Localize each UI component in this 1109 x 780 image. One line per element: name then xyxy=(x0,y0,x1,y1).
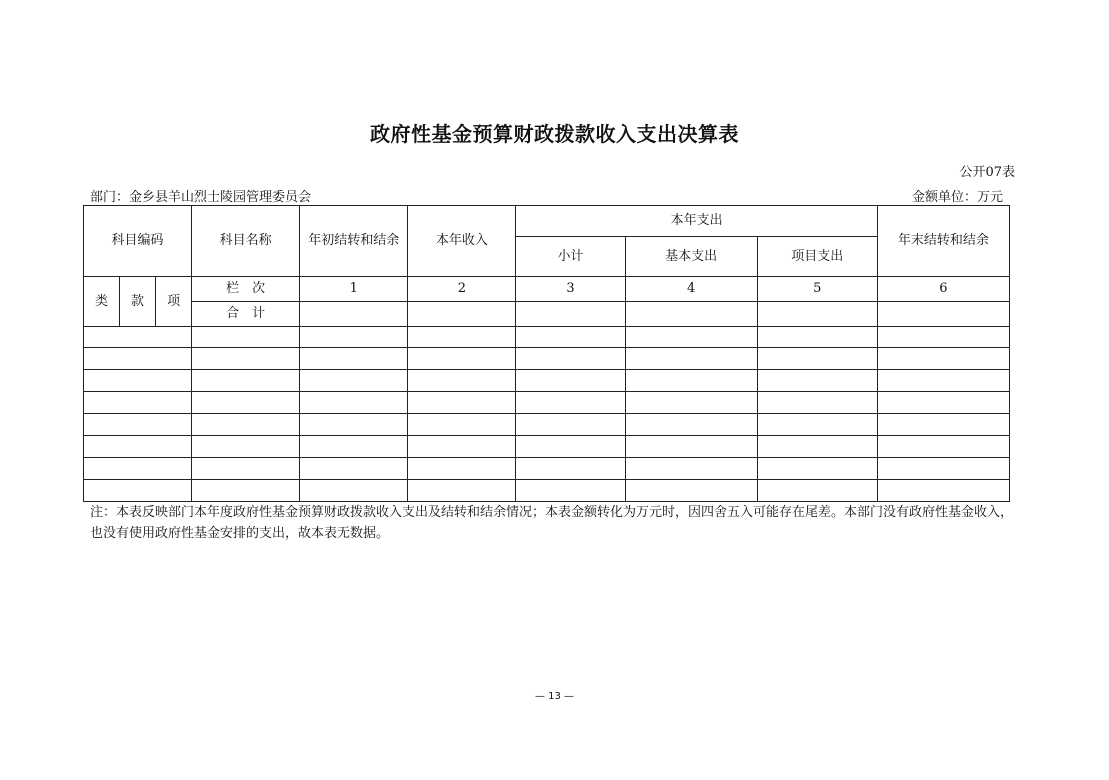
unit-label: 金额单位：万元 xyxy=(911,190,1003,205)
table-row xyxy=(84,480,1010,502)
table-cell xyxy=(877,414,1009,436)
table-cell xyxy=(192,480,300,502)
table-cell xyxy=(192,414,300,436)
table-cell xyxy=(625,458,757,480)
table-cell xyxy=(84,436,192,458)
column-index-row xyxy=(84,277,1010,302)
header-opening-balance: 年初结转和结余 xyxy=(300,206,408,277)
table-row xyxy=(84,348,1010,370)
table-cell xyxy=(757,348,877,370)
table-cell xyxy=(408,458,516,480)
table-cell xyxy=(757,480,877,502)
table-cell xyxy=(516,414,625,436)
table-cell xyxy=(408,370,516,392)
table-cell xyxy=(516,327,625,348)
table-cell xyxy=(625,302,757,327)
table-cell xyxy=(84,458,192,480)
table-cell xyxy=(877,458,1009,480)
table-cell xyxy=(84,414,192,436)
table-cell xyxy=(408,348,516,370)
table-cell xyxy=(192,458,300,480)
total-row xyxy=(84,302,1010,327)
table-cell xyxy=(84,480,192,502)
table-cell xyxy=(300,348,408,370)
table-cell xyxy=(408,327,516,348)
table-cell xyxy=(877,436,1009,458)
table-cell xyxy=(516,436,625,458)
table-row xyxy=(84,436,1010,458)
table-cell xyxy=(516,458,625,480)
table-cell xyxy=(877,370,1009,392)
form-code: 公开07表 xyxy=(959,165,1015,180)
table-row xyxy=(84,458,1010,480)
table-cell xyxy=(625,392,757,414)
table-cell xyxy=(757,414,877,436)
column-number-5: 5 xyxy=(757,277,877,302)
header-section: 款 xyxy=(120,277,156,327)
table-row xyxy=(84,414,1010,436)
table-cell xyxy=(192,327,300,348)
table-row xyxy=(84,392,1010,414)
table-cell xyxy=(300,414,408,436)
table-cell xyxy=(300,327,408,348)
header-closing-balance: 年末结转和结余 xyxy=(877,206,1009,277)
table-cell xyxy=(84,327,192,348)
table-cell xyxy=(625,480,757,502)
table-cell xyxy=(408,436,516,458)
table-cell xyxy=(84,348,192,370)
table-cell xyxy=(757,327,877,348)
table-cell xyxy=(516,348,625,370)
column-number-2: 2 xyxy=(408,277,516,302)
table-cell xyxy=(757,436,877,458)
table-cell xyxy=(625,327,757,348)
table-cell xyxy=(192,436,300,458)
table-cell xyxy=(516,480,625,502)
budget-table xyxy=(83,205,1010,502)
header-subtotal: 小计 xyxy=(516,237,625,277)
table-cell xyxy=(516,370,625,392)
total-label: 合 计 xyxy=(192,302,300,327)
table-cell xyxy=(877,480,1009,502)
table-cell xyxy=(757,458,877,480)
page-number: — 13 — xyxy=(534,691,575,702)
table-cell xyxy=(192,392,300,414)
table-cell xyxy=(625,414,757,436)
column-number-6: 6 xyxy=(877,277,1009,302)
table-row xyxy=(84,370,1010,392)
header-row-1 xyxy=(84,206,1010,237)
header-current-expense: 本年支出 xyxy=(516,206,877,237)
table-cell xyxy=(84,370,192,392)
table-cell xyxy=(408,392,516,414)
table-cell xyxy=(877,348,1009,370)
column-number-4: 4 xyxy=(625,277,757,302)
column-index-label: 栏 次 xyxy=(192,277,300,302)
header-class: 类 xyxy=(84,277,120,327)
table-cell xyxy=(516,302,625,327)
header-item: 项 xyxy=(156,277,192,327)
header-current-income: 本年收入 xyxy=(408,206,516,277)
table-cell xyxy=(300,392,408,414)
table-cell xyxy=(300,458,408,480)
column-number-1: 1 xyxy=(300,277,408,302)
table-note: 注：本表反映部门本年度政府性基金预算财政拨款收入支出及结转和结余情况；本表金额转化为万元时，因四舍五入可能存在尾差。本部门没有政府性基金收入，也没有使用政府性基金安排的支出，故本表无数据。 xyxy=(90,505,1014,541)
department-label: 部门：金乡县羊山烈士陵园管理委员会 xyxy=(90,190,312,205)
table-cell xyxy=(625,436,757,458)
table-cell xyxy=(625,370,757,392)
table-cell xyxy=(877,327,1009,348)
table-row xyxy=(84,327,1010,348)
table-cell xyxy=(300,480,408,502)
table-cell xyxy=(300,436,408,458)
table-cell xyxy=(408,414,516,436)
table-cell xyxy=(300,370,408,392)
table-cell xyxy=(757,370,877,392)
table-cell xyxy=(877,392,1009,414)
table-cell xyxy=(192,370,300,392)
table-cell xyxy=(757,302,877,327)
header-project-expense: 项目支出 xyxy=(757,237,877,277)
table-cell xyxy=(625,348,757,370)
document-title: 政府性基金预算财政拨款收入支出决算表 xyxy=(370,122,739,146)
header-subject-code: 科目编码 xyxy=(84,206,192,277)
table-cell xyxy=(757,392,877,414)
header-subject-name: 科目名称 xyxy=(192,206,300,277)
column-number-3: 3 xyxy=(516,277,625,302)
table-cell xyxy=(877,302,1009,327)
table-cell xyxy=(192,348,300,370)
table-cell xyxy=(408,302,516,327)
table-cell xyxy=(408,480,516,502)
table-cell xyxy=(300,302,408,327)
header-basic-expense: 基本支出 xyxy=(625,237,757,277)
table-cell xyxy=(84,392,192,414)
table-cell xyxy=(516,392,625,414)
